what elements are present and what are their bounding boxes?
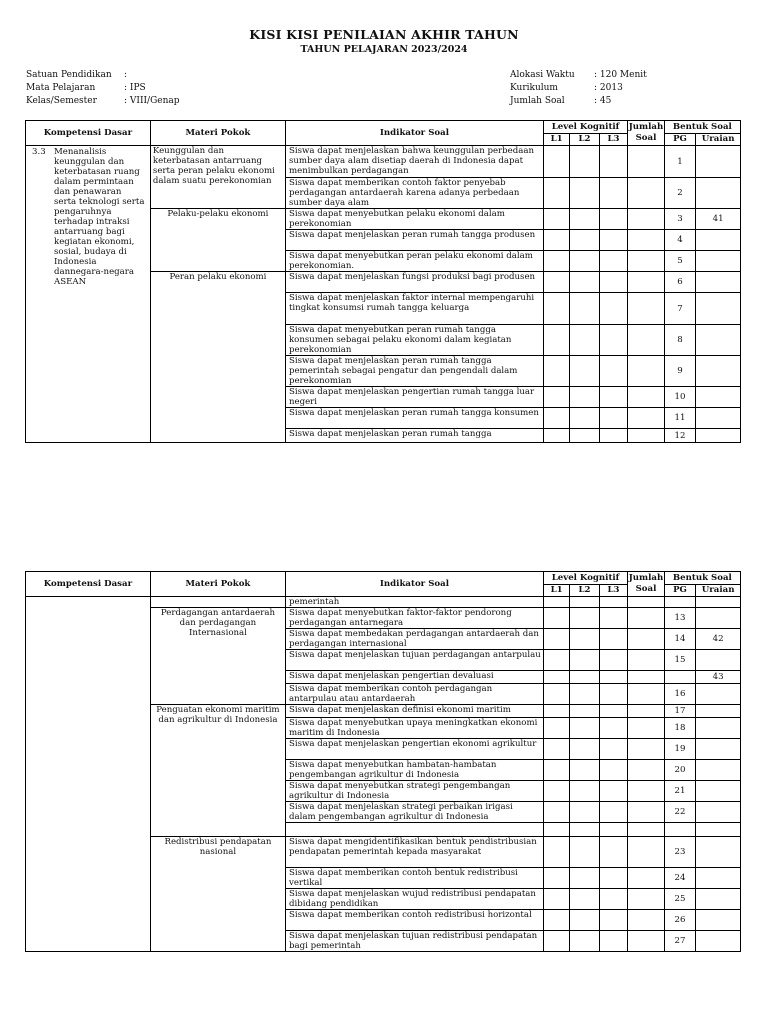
cell-uraian xyxy=(696,837,741,868)
meta-value: : xyxy=(124,70,128,80)
cell-l1 xyxy=(543,387,569,408)
kompetensi-dasar-cell xyxy=(26,146,151,443)
cell-l1 xyxy=(543,671,569,684)
meta-left xyxy=(26,69,180,108)
indikator-soal: Siswa dapat menyebutkan hambatan-hambatan pengembangan agrikultur di Indonesia xyxy=(285,760,543,781)
cell-l1 xyxy=(543,629,569,650)
cell-l3 xyxy=(599,684,627,705)
cell-l2 xyxy=(570,230,599,251)
materi-pokok: Peran pelaku ekonomi xyxy=(150,272,285,443)
cell-pg: 21 xyxy=(664,781,695,802)
cell-l1 xyxy=(543,608,569,629)
header-level-l2: L2 xyxy=(570,585,599,597)
cell-pg: 1 xyxy=(664,146,695,178)
kd-text: Menanalisis keunggulan dan keterbatasan ruang dalam permintaan dan penawaran serta teknologi serta pengaruhnya terhadap intraksi antarruang bagi kegiatan ekonomi, sosial, budaya di Indonesia dannegara-negara ASEAN xyxy=(54,147,145,287)
cell-uraian xyxy=(696,356,741,387)
materi-pokok-cell xyxy=(150,597,285,608)
cell-l2 xyxy=(570,178,599,209)
cell-jumlah xyxy=(628,178,665,209)
cell-l3 xyxy=(599,178,627,209)
cell-jumlah xyxy=(628,823,665,837)
cell-uraian xyxy=(696,781,741,802)
cell-l3 xyxy=(599,931,627,952)
cell-uraian xyxy=(696,325,741,356)
kompetensi-dasar-cell xyxy=(26,597,151,952)
cell-l1 xyxy=(543,209,569,230)
header-indikator-soal: Indikator Soal xyxy=(285,572,543,597)
cell-pg: 17 xyxy=(664,705,695,718)
kisi-table-page-1 xyxy=(25,120,741,443)
cell-l3 xyxy=(599,650,627,671)
cell-pg: 13 xyxy=(664,608,695,629)
cell-jumlah xyxy=(628,408,665,429)
indikator-soal: Siswa dapat memberikan contoh perdagangan antarpulau atau antardaerah xyxy=(285,684,543,705)
cell-pg: 14 xyxy=(664,629,695,650)
indikator-soal: Siswa dapat menyebutkan faktor-faktor pendorong perdagangan antarnegara xyxy=(285,608,543,629)
cell-pg: 9 xyxy=(664,356,695,387)
cell-l3 xyxy=(599,739,627,760)
cell-uraian: 43 xyxy=(696,671,741,684)
cell-l1 xyxy=(543,760,569,781)
indikator-soal: Siswa dapat menjelaskan pengertian rumah tangga luar negeri xyxy=(285,387,543,408)
cell-pg: 16 xyxy=(664,684,695,705)
cell-jumlah xyxy=(628,837,665,868)
cell-pg: 11 xyxy=(664,408,695,429)
cell-pg: 7 xyxy=(664,293,695,325)
cell-l2 xyxy=(570,781,599,802)
indikator-soal: pemerintah xyxy=(285,597,543,608)
cell-uraian xyxy=(696,889,741,910)
cell-uraian: 42 xyxy=(696,629,741,650)
cell-uraian xyxy=(696,251,741,272)
cell-l2 xyxy=(570,251,599,272)
cell-uraian xyxy=(696,146,741,178)
cell-l2 xyxy=(570,356,599,387)
cell-l1 xyxy=(543,705,569,718)
cell-uraian xyxy=(696,178,741,209)
table-row xyxy=(26,146,741,178)
cell-pg xyxy=(664,597,695,608)
cell-uraian xyxy=(696,739,741,760)
cell-jumlah xyxy=(628,868,665,889)
meta-right xyxy=(510,69,647,108)
cell-l3 xyxy=(599,823,627,837)
cell-l2 xyxy=(570,650,599,671)
cell-jumlah xyxy=(628,931,665,952)
cell-uraian xyxy=(696,230,741,251)
cell-pg: 18 xyxy=(664,718,695,739)
cell-pg xyxy=(664,823,695,837)
cell-l1 xyxy=(543,597,569,608)
indikator-soal: Siswa dapat menjelaskan peran rumah tangga produsen xyxy=(285,230,543,251)
cell-pg: 6 xyxy=(664,272,695,293)
cell-l1 xyxy=(543,429,569,443)
cell-l2 xyxy=(570,910,599,931)
cell-uraian xyxy=(696,684,741,705)
kompetensi-dasar xyxy=(28,147,148,287)
header-level-l1: L1 xyxy=(543,585,569,597)
cell-jumlah xyxy=(628,251,665,272)
cell-l3 xyxy=(599,251,627,272)
cell-jumlah xyxy=(628,684,665,705)
indikator-soal: Siswa dapat menyebutkan peran rumah tangga konsumen sebagai pelaku ekonomi dalam kegiatan perekonomian xyxy=(285,325,543,356)
header-jumlah-line1: Jumlah xyxy=(628,573,664,583)
header-indikator-soal: Indikator Soal xyxy=(285,121,543,146)
cell-jumlah xyxy=(628,629,665,650)
meta-row xyxy=(510,95,647,108)
indikator-soal: Siswa dapat memberikan contoh faktor penyebab perdagangan antardaerah karena adanya perbedaan sumber daya alam xyxy=(285,178,543,209)
cell-l2 xyxy=(570,889,599,910)
meta-row xyxy=(510,69,647,82)
cell-l2 xyxy=(570,429,599,443)
header-kompetensi-dasar: Kompetensi Dasar xyxy=(26,572,151,597)
indikator-soal: Siswa dapat menjelaskan bahwa keunggulan perbedaan sumber daya alam disetiap daerah di Indonesia dapat menimbulkan perdagangan xyxy=(285,146,543,178)
kd-number: 3.3 xyxy=(32,147,46,157)
indikator-soal: Siswa dapat menjelaskan pengertian devaluasi xyxy=(285,671,543,684)
cell-l2 xyxy=(570,146,599,178)
header-kompetensi-dasar: Kompetensi Dasar xyxy=(26,121,151,146)
meta-value: : 120 Menit xyxy=(594,70,647,80)
cell-uraian xyxy=(696,408,741,429)
cell-pg xyxy=(664,671,695,684)
cell-jumlah xyxy=(628,889,665,910)
header-uraian: Uraian xyxy=(696,585,741,597)
cell-jumlah xyxy=(628,739,665,760)
cell-uraian xyxy=(696,387,741,408)
cell-pg: 19 xyxy=(664,739,695,760)
materi-pokok: Penguatan ekonomi maritim dan agrikultur di Indonesia xyxy=(150,705,285,837)
indikator-soal: Siswa dapat menjelaskan strategi perbaikan irigasi dalam pengembangan agrikultur di Indonesia xyxy=(285,802,543,823)
cell-l3 xyxy=(599,802,627,823)
cell-l3 xyxy=(599,671,627,684)
cell-pg: 20 xyxy=(664,760,695,781)
cell-l3 xyxy=(599,781,627,802)
cell-pg: 26 xyxy=(664,910,695,931)
cell-l2 xyxy=(570,209,599,230)
cell-l2 xyxy=(570,293,599,325)
meta-label: Satuan Pendidikan xyxy=(26,70,112,80)
indikator-soal: Siswa dapat menjelaskan peran rumah tangga konsumen xyxy=(285,408,543,429)
materi-pokok: Pelaku-pelaku ekonomi xyxy=(150,209,285,272)
header-jumlah-line2: Soal xyxy=(635,584,657,594)
cell-jumlah xyxy=(628,230,665,251)
cell-l3 xyxy=(599,325,627,356)
cell-jumlah xyxy=(628,781,665,802)
cell-l2 xyxy=(570,272,599,293)
header-jumlah-line1: Jumlah xyxy=(628,122,664,132)
cell-l1 xyxy=(543,356,569,387)
meta-row xyxy=(26,69,180,82)
cell-pg: 3 xyxy=(664,209,695,230)
kisi-table-page-2 xyxy=(25,571,741,952)
header-bentuk-soal: Bentuk Soal xyxy=(664,121,740,134)
header-level-l3: L3 xyxy=(599,585,627,597)
cell-l2 xyxy=(570,629,599,650)
meta-row xyxy=(510,82,647,95)
header-level-l1: L1 xyxy=(543,134,569,146)
cell-l1 xyxy=(543,230,569,251)
cell-l1 xyxy=(543,718,569,739)
cell-l3 xyxy=(599,429,627,443)
cell-l2 xyxy=(570,408,599,429)
cell-l2 xyxy=(570,739,599,760)
cell-l1 xyxy=(543,837,569,868)
cell-l1 xyxy=(543,781,569,802)
cell-pg: 10 xyxy=(664,387,695,408)
cell-jumlah xyxy=(628,325,665,356)
cell-l2 xyxy=(570,671,599,684)
indikator-soal: Siswa dapat menjelaskan fungsi produksi bagi produsen xyxy=(285,272,543,293)
materi-pokok: Keunggulan dan keterbatasan antarruang serta peran pelaku ekonomi dalam suatu perekonomian xyxy=(150,146,285,209)
cell-l3 xyxy=(599,910,627,931)
cell-l3 xyxy=(599,868,627,889)
cell-uraian xyxy=(696,650,741,671)
meta-row xyxy=(26,82,180,95)
cell-uraian xyxy=(696,910,741,931)
cell-l3 xyxy=(599,230,627,251)
cell-l3 xyxy=(599,293,627,325)
cell-l2 xyxy=(570,684,599,705)
cell-l1 xyxy=(543,889,569,910)
meta-value: : VIII/Genap xyxy=(124,96,180,106)
cell-l3 xyxy=(599,356,627,387)
indikator-soal: Siswa dapat memberikan contoh bentuk redistribusi vertikal xyxy=(285,868,543,889)
cell-l2 xyxy=(570,760,599,781)
cell-l2 xyxy=(570,931,599,952)
header-jumlah-soal xyxy=(628,121,665,146)
cell-l3 xyxy=(599,272,627,293)
cell-jumlah xyxy=(628,608,665,629)
cell-pg: 24 xyxy=(664,868,695,889)
indikator-soal: Siswa dapat menyebutkan upaya meningkatkan ekonomi maritim di Indonesia xyxy=(285,718,543,739)
cell-uraian xyxy=(696,718,741,739)
indikator-soal: Siswa dapat menyebutkan strategi pengembangan agrikultur di Indonesia xyxy=(285,781,543,802)
cell-l1 xyxy=(543,650,569,671)
cell-l3 xyxy=(599,889,627,910)
header-level-l3: L3 xyxy=(599,134,627,146)
header-level-l2: L2 xyxy=(570,134,599,146)
meta-label: Kelas/Semester xyxy=(26,96,97,106)
meta-label: Kurikulum xyxy=(510,83,558,93)
cell-l3 xyxy=(599,209,627,230)
header-materi-pokok: Materi Pokok xyxy=(150,121,285,146)
header-level-kognitif: Level Kognitif xyxy=(543,121,627,134)
cell-uraian xyxy=(696,293,741,325)
cell-l1 xyxy=(543,739,569,760)
cell-pg: 27 xyxy=(664,931,695,952)
cell-l3 xyxy=(599,718,627,739)
cell-uraian xyxy=(696,705,741,718)
header-bentuk-soal: Bentuk Soal xyxy=(664,572,740,585)
cell-jumlah xyxy=(628,209,665,230)
cell-l1 xyxy=(543,931,569,952)
cell-l1 xyxy=(543,178,569,209)
cell-pg: 5 xyxy=(664,251,695,272)
cell-l3 xyxy=(599,705,627,718)
cell-jumlah xyxy=(628,272,665,293)
cell-l1 xyxy=(543,802,569,823)
cell-l1 xyxy=(543,293,569,325)
meta-label: Alokasi Waktu xyxy=(510,70,575,80)
indikator-soal: Siswa dapat memberikan contoh redistribusi horizontal xyxy=(285,910,543,931)
cell-l2 xyxy=(570,868,599,889)
header-materi-pokok: Materi Pokok xyxy=(150,572,285,597)
materi-pokok: Perdagangan antardaerah dan perdagangan Internasional xyxy=(150,608,285,705)
cell-l2 xyxy=(570,718,599,739)
cell-jumlah xyxy=(628,597,665,608)
cell-l1 xyxy=(543,823,569,837)
cell-l2 xyxy=(570,597,599,608)
indikator-soal: Siswa dapat menyebutkan pelaku ekonomi dalam perekonomian xyxy=(285,209,543,230)
indikator-soal: Siswa dapat membedakan perdagangan antardaerah dan perdagangan internasional xyxy=(285,629,543,650)
cell-uraian xyxy=(696,608,741,629)
indikator-soal: Siswa dapat menjelaskan tujuan perdagangan antarpulau xyxy=(285,650,543,671)
cell-jumlah xyxy=(628,146,665,178)
cell-jumlah xyxy=(628,910,665,931)
cell-pg: 8 xyxy=(664,325,695,356)
cell-jumlah xyxy=(628,429,665,443)
cell-uraian xyxy=(696,597,741,608)
meta-label: Mata Pelajaran xyxy=(26,83,96,93)
cell-l2 xyxy=(570,837,599,868)
cell-pg: 12 xyxy=(664,429,695,443)
cell-l1 xyxy=(543,251,569,272)
indikator-soal: Siswa dapat menjelaskan pengertian ekonomi agrikultur xyxy=(285,739,543,760)
cell-jumlah xyxy=(628,387,665,408)
cell-uraian xyxy=(696,823,741,837)
cell-l1 xyxy=(543,408,569,429)
cell-l1 xyxy=(543,146,569,178)
indikator-soal xyxy=(285,823,543,837)
header-jumlah-line2: Soal xyxy=(635,133,657,143)
cell-pg: 15 xyxy=(664,650,695,671)
cell-l3 xyxy=(599,629,627,650)
cell-l3 xyxy=(599,608,627,629)
meta-label: Jumlah Soal xyxy=(510,96,565,106)
cell-l1 xyxy=(543,325,569,356)
cell-uraian xyxy=(696,760,741,781)
header-pg: PG xyxy=(664,134,695,146)
cell-jumlah xyxy=(628,705,665,718)
cell-l2 xyxy=(570,325,599,356)
indikator-soal: Siswa dapat mengidentifikasikan bentuk pendistribusian pendapatan pemerintah kepada masyarakat xyxy=(285,837,543,868)
cell-jumlah xyxy=(628,802,665,823)
cell-uraian xyxy=(696,802,741,823)
indikator-soal: Siswa dapat menjelaskan peran rumah tangga xyxy=(285,429,543,443)
cell-uraian xyxy=(696,429,741,443)
cell-jumlah xyxy=(628,671,665,684)
indikator-soal: Siswa dapat menyebutkan peran pelaku ekonomi dalam perekonomian. xyxy=(285,251,543,272)
cell-pg: 23 xyxy=(664,837,695,868)
cell-pg: 4 xyxy=(664,230,695,251)
header-jumlah-soal xyxy=(628,572,665,597)
cell-uraian xyxy=(696,272,741,293)
cell-jumlah xyxy=(628,356,665,387)
header-uraian: Uraian xyxy=(696,134,741,146)
cell-l3 xyxy=(599,146,627,178)
indikator-soal: Siswa dapat menjelaskan tujuan redistribusi pendapatan bagi pemerintah xyxy=(285,931,543,952)
meta-row xyxy=(26,95,180,108)
materi-pokok: Redistribusi pendapatan nasional xyxy=(150,837,285,952)
cell-pg: 2 xyxy=(664,178,695,209)
cell-l2 xyxy=(570,823,599,837)
table-row xyxy=(26,597,741,608)
cell-l3 xyxy=(599,387,627,408)
cell-jumlah xyxy=(628,718,665,739)
cell-l3 xyxy=(599,408,627,429)
indikator-soal: Siswa dapat menjelaskan peran rumah tangga pemerintah sebagai pengatur dan pengendali dalam perekonomian xyxy=(285,356,543,387)
cell-l2 xyxy=(570,705,599,718)
cell-l1 xyxy=(543,684,569,705)
cell-l3 xyxy=(599,597,627,608)
cell-l1 xyxy=(543,272,569,293)
meta-value: : 45 xyxy=(594,96,612,106)
indikator-soal: Siswa dapat menjelaskan faktor internal mempengaruhi tingkat konsumsi rumah tangga keluarga xyxy=(285,293,543,325)
meta-value: : IPS xyxy=(124,83,146,93)
meta-value: : 2013 xyxy=(594,83,623,93)
document-subtitle: TAHUN PELAJARAN 2023/2024 xyxy=(300,44,468,55)
cell-l1 xyxy=(543,910,569,931)
header-pg: PG xyxy=(664,585,695,597)
cell-jumlah xyxy=(628,650,665,671)
cell-uraian xyxy=(696,868,741,889)
cell-uraian xyxy=(696,931,741,952)
cell-l2 xyxy=(570,387,599,408)
cell-pg: 25 xyxy=(664,889,695,910)
cell-l2 xyxy=(570,608,599,629)
cell-l1 xyxy=(543,868,569,889)
header-level-kognitif: Level Kognitif xyxy=(543,572,627,585)
cell-l3 xyxy=(599,837,627,868)
cell-pg: 22 xyxy=(664,802,695,823)
document-title: KISI KISI PENILAIAN AKHIR TAHUN xyxy=(249,27,519,42)
indikator-soal: Siswa dapat menjelaskan definisi ekonomi maritim xyxy=(285,705,543,718)
cell-l3 xyxy=(599,760,627,781)
cell-l2 xyxy=(570,802,599,823)
cell-jumlah xyxy=(628,293,665,325)
cell-uraian: 41 xyxy=(696,209,741,230)
cell-jumlah xyxy=(628,760,665,781)
indikator-soal: Siswa dapat menjelaskan wujud redistribusi pendapatan dibidang pendidikan xyxy=(285,889,543,910)
